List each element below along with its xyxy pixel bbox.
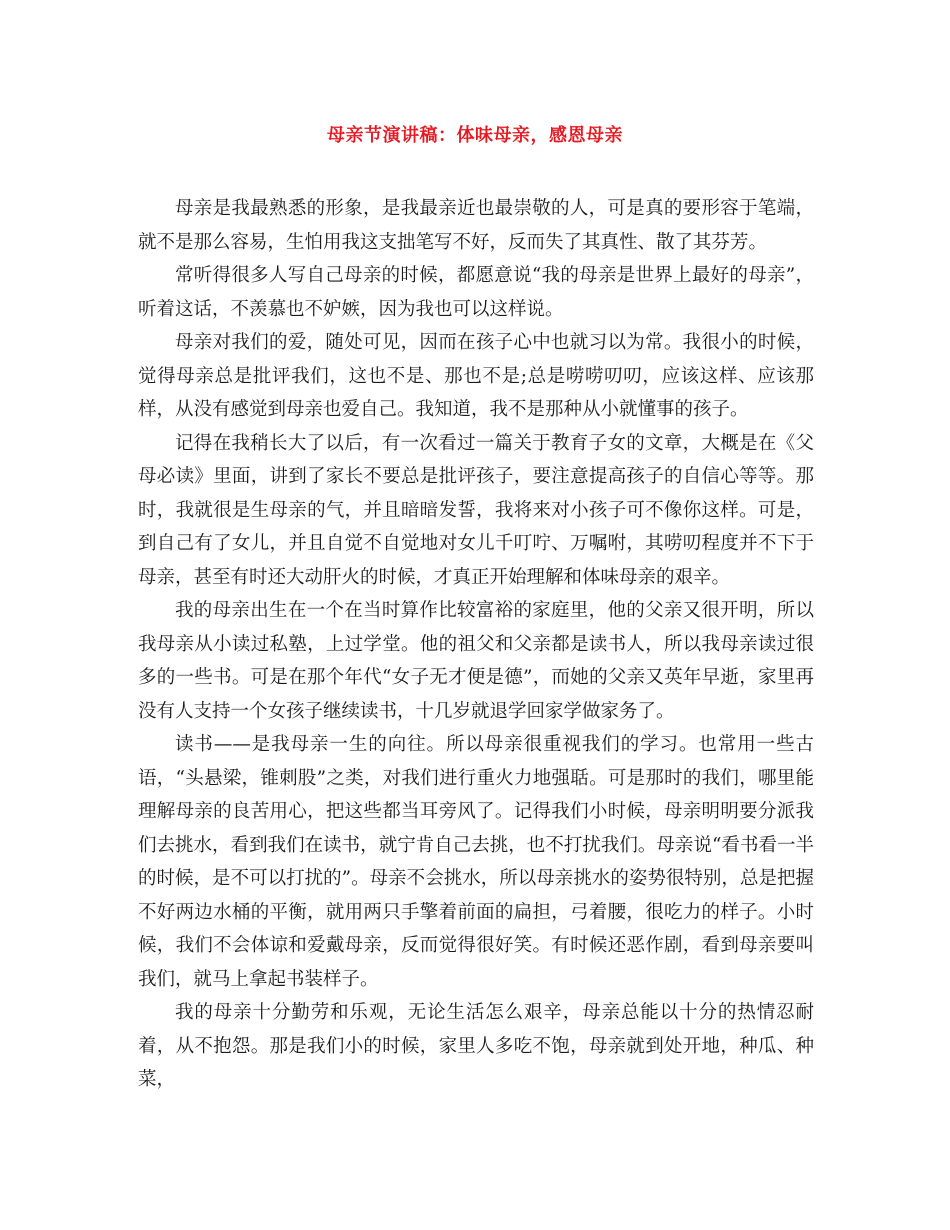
document-body bbox=[138, 192, 814, 1097]
paragraph-1: 母亲是我最熟悉的形象，是我最亲近也最崇敬的人，可是真的要形容于笔端，就不是那么容易，生怕用我这支拙笔写不好，反而失了其真性、散了其芬芳。 bbox=[138, 198, 814, 253]
paragraph-2: 常听得很多人写自己母亲的时候，都愿意说“我的母亲是世界上最好的母亲”，听着这话，不羡慕也不妒嫉，因为我也可以这样说。 bbox=[138, 265, 814, 320]
document-title: 母亲节演讲稿：体味母亲，感恩母亲 bbox=[327, 125, 623, 146]
paragraph-4: 记得在我稍长大了以后，有一次看过一篇关于教育子女的文章，大概是在《父母必读》里面，讲到了家长不要总是批评孩子，要注意提高孩子的自信心等等。那时，我就很是生母亲的气，并且暗暗发誓，我将来对小孩子可不像你这样。可是，到自己有了女儿，并且自觉不自觉地对女儿千叮咛、万嘱咐，其唠叨程度并不下于母亲，甚至有时还大动肝火的时候，才真正开始理解和体味母亲的艰辛。 bbox=[138, 432, 814, 588]
paragraph-5: 我的母亲出生在一个在当时算作比较富裕的家庭里，他的父亲又很开明，所以我母亲从小读过私塾，上过学堂。他的祖父和父亲都是读书人，所以我母亲读过很多的一些书。可是在那个年代“女子无才便是德”，而她的父亲又英年早逝，家里再没有人支持一个女孩子继续读书，十几岁就退学回家学做家务了。 bbox=[138, 600, 814, 722]
paragraph-3: 母亲对我们的爱，随处可见，因而在孩子心中也就习以为常。我很小的时候，觉得母亲总是批评我们，这也不是、那也不是;总是唠唠叨叨，应该这样、应该那样，从没有感觉到母亲也爱自己。我知道，我不是那种从小就懂事的孩子。 bbox=[138, 332, 814, 420]
paragraph-6: 读书——是我母亲一生的向往。所以母亲很重视我们的学习。也常用一些古语，“头悬梁，锥刺股”之类，对我们进行重火力地强聒。可是那时的我们，哪里能理解母亲的良苦用心，把这些都当耳旁风了。记得我们小时候，母亲明明要分派我们去挑水，看到我们在读书，就宁肯自己去挑，也不打扰我们。母亲说“看书看一半的时候，是不可以打扰的”。母亲不会挑水，所以母亲挑水的姿势很特别，总是把握不好两边水桶的平衡，就用两只手擎着前面的扁担，弓着腰，很吃力的样子。小时候，我们不会体谅和爱戴母亲，反而觉得很好笑。有时候还恶作剧，看到母亲要叫我们，就马上拿起书装样子。 bbox=[138, 734, 814, 990]
paragraph-7: 我的母亲十分勤劳和乐观，无论生活怎么艰辛，母亲总能以十分的热情忍耐着，从不抱怨。那是我们小的时候，家里人多吃不饱，母亲就到处开地，种瓜、种菜， bbox=[138, 1002, 814, 1090]
